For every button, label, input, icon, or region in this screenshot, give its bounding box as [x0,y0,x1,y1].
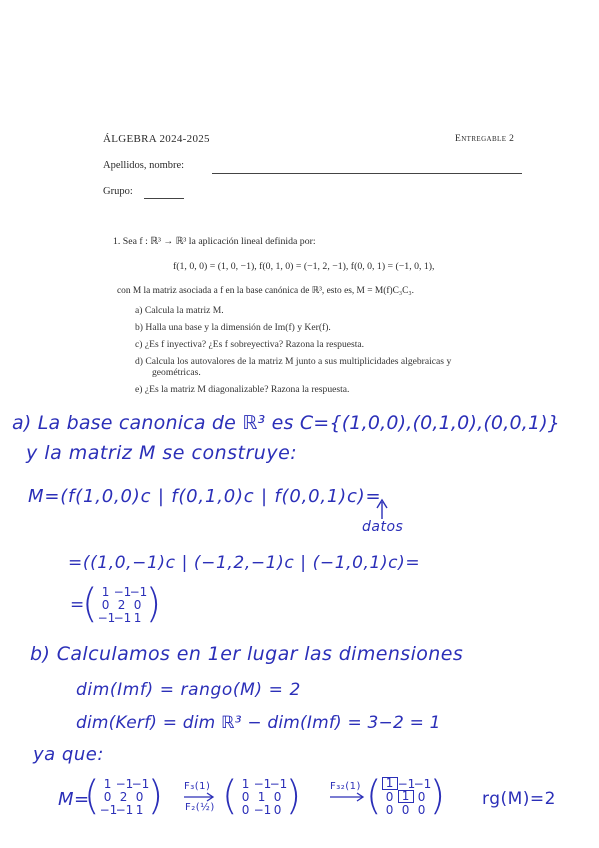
m-cell: 1 [101,584,110,599]
ya-que: ya que: [33,744,104,765]
course-title: ÁLGEBRA 2024-2025 [103,133,210,145]
rank-result: rg(M)=2 [482,789,556,809]
m-cell: 0 [135,789,144,804]
matrix-substitution: =((1,0,−1)c | (−1,2,−1)c | (−1,0,1)c)= [68,553,421,573]
m-cell: 1 [398,790,414,803]
matrix-equals: = [70,595,85,615]
name-label: Apellidos, nombre: [103,160,185,171]
question-c: c) ¿Es f inyectiva? ¿Es f sobreyectiva? Razona la respuesta. [135,339,365,350]
op1-top: F₃(1) [184,781,211,792]
assignment-label: Entregable 2 [455,134,515,144]
m-cell: −1 [253,802,272,817]
question-a: a) Calcula la matriz M. [135,305,224,316]
m-cell: 0 [133,597,142,612]
bracket-left: ( [222,773,238,819]
m-cell: −1 [397,776,416,791]
m-cell: 0 [101,597,110,612]
m-cell: 1 [103,776,112,791]
group-label: Grupo: [103,186,133,197]
bracket-right: ) [145,581,162,627]
m-cell: 0 [241,789,250,804]
m-cell: 0 [103,789,112,804]
m-cell: 0 [417,789,426,804]
question-b: b) Halla una base y la dimensión de Im(f) y Ker(f). [135,322,331,333]
answer-a-line2: y la matriz M se construye: [26,442,298,464]
op1-bottom: F₂(½) [185,802,215,813]
m-cell: 1 [257,789,266,804]
m-cell: −1 [113,610,132,625]
bracket-right: ) [147,773,164,819]
dim-ker-line: dim(Kerf) = dim ℝ³ − dim(Imf) = 3−2 = 1 [76,713,441,733]
question-d-cont: geométricas. [152,367,201,378]
m-cell: 1 [135,802,144,817]
bracket-left: ( [84,773,100,819]
m-cell: −1 [115,776,134,791]
m-cell: −1 [253,776,272,791]
m-cell: −1 [269,776,288,791]
question-e: e) ¿Es la matriz M diagonalizable? Razona la respuesta. [135,384,350,395]
problem-definition: f(1, 0, 0) = (1, 0, −1), f(0, 1, 0) = (−1, 2, −1), f(0, 0, 1) = (−1, 0, 1), [173,261,435,272]
m-cell: 0 [241,802,250,817]
op2-top: F₃₂(1) [330,781,361,792]
matrix-definition: M=(f(1,0,0)c | f(0,1,0)c | f(0,0,1)c)= [28,486,382,507]
m-cell: 0 [385,802,394,817]
m-cell: 0 [273,789,282,804]
m-cell: −1 [115,802,134,817]
m-cell: 1 [241,776,250,791]
m-cell: −1 [99,802,118,817]
bracket-right: ) [285,773,302,819]
matrix-step-3-grid [382,777,430,816]
m-cell: 2 [119,789,128,804]
m-cell: −1 [413,776,432,791]
m-cell: −1 [129,584,148,599]
m-cell: 0 [273,802,282,817]
m-cell: 2 [117,597,126,612]
matrix-step-3 [366,773,446,819]
datos-note: datos [362,519,404,535]
bracket-left: ( [82,581,98,627]
m-cell: 0 [385,789,394,804]
answer-a-line1: a) La base canonica de ℝ³ es C={(1,0,0),(0,1,0),(0,0,1)} [12,412,561,434]
answer-b-line1: b) Calculamos en 1er lugar las dimensiones [30,643,464,665]
m-cell: 1 [133,610,142,625]
m-cell: 1 [382,777,398,790]
bracket-left: ( [366,773,382,819]
m-cell: −1 [131,776,150,791]
m-cell: 0 [417,802,426,817]
problem-intro: 1. Sea f : ℝ³ → ℝ³ la aplicación lineal definida por: [113,236,316,247]
dim-im-line: dim(Imf) = rango(M) = 2 [76,680,301,700]
problem-context: con M la matriz asociada a f en la base canónica de ℝ³, esto es, M = M(f)C₃C₃. [117,286,414,296]
m-cell: 0 [401,802,410,817]
m-cell: −1 [97,610,116,625]
bracket-right: ) [429,773,446,819]
m-cell: −1 [113,584,132,599]
m-label: M= [58,789,90,810]
question-d: d) Calcula los autovalores de la matriz M junto a sus multiplicidades algebraicas y [135,356,452,367]
